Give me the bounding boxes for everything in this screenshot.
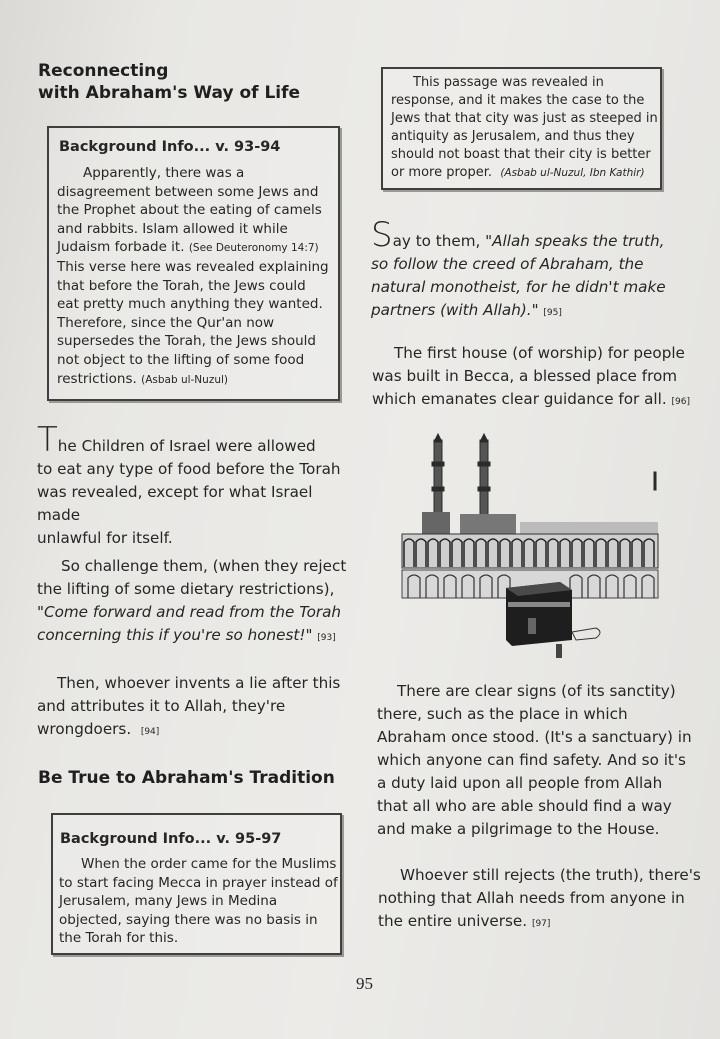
text-line: that before the Torah, the Jews could xyxy=(57,277,306,294)
text-span: he Children of Israel were allowed xyxy=(57,437,316,455)
text-line: to start facing Mecca in prayer instead of xyxy=(59,874,338,891)
kaaba-mosque-illustration xyxy=(400,432,662,664)
verse-paragraph-wrongdoers xyxy=(37,672,362,744)
text-line xyxy=(57,370,329,390)
text-line: Therefore, since the Qur'an now xyxy=(57,314,275,331)
text-line: and rabbits. Islam allowed it while xyxy=(57,220,288,237)
box-title: Background Info... v. 95-97 xyxy=(60,831,282,847)
verse-paragraph-clear-signs xyxy=(377,680,692,841)
text-span: concerning this if you're so honest!" xyxy=(37,626,313,644)
text-line: was revealed, except for what Israel made xyxy=(37,483,313,524)
text-line: unlawful for itself. xyxy=(37,529,173,547)
text-line: supersedes the Torah, the Jews should xyxy=(57,333,316,350)
background-info-box-continued xyxy=(381,67,662,190)
text-line: Whoever still rejects (the truth), there's xyxy=(400,866,701,884)
text-line xyxy=(391,164,658,182)
text-line xyxy=(37,624,362,650)
text-line: antiquity as Jerusalem, and thus they xyxy=(391,129,635,144)
drop-cap: T xyxy=(37,420,58,460)
text-line xyxy=(37,718,362,744)
text-line: Jerusalem, many Jews in Medina xyxy=(59,893,278,910)
section-heading-abrahams-tradition: Be True to Abraham's Tradition xyxy=(38,768,335,788)
text-line: When the order came for the Muslims xyxy=(81,856,337,872)
box-body xyxy=(57,164,329,389)
verse-number: [97] xyxy=(531,919,551,929)
text-line: response, and it makes the case to the xyxy=(391,93,645,108)
text-line: "Come forward and read from the Torah xyxy=(37,603,342,621)
section-heading-reconnecting xyxy=(38,60,300,104)
text-line: nothing that Allah needs from anyone in xyxy=(378,889,685,907)
text-line: was built in Becca, a blessed place from xyxy=(372,367,678,385)
text-line: Abraham once stood. (It's a sanctuary) in xyxy=(377,728,692,746)
verse-paragraph-challenge xyxy=(37,555,362,650)
box-body xyxy=(391,74,658,182)
text-line: to eat any type of food before the Torah xyxy=(37,460,341,478)
text-line: There are clear signs (of its sanctity) xyxy=(397,682,676,700)
text-line: the lifting of some dietary restrictions), xyxy=(37,580,335,598)
background-info-box-95-97 xyxy=(51,813,342,955)
text-line xyxy=(37,420,357,460)
text-line: there, such as the place in which xyxy=(377,705,628,723)
text-line: should not boast that their city is better xyxy=(391,147,651,162)
citation: (See Deuteronomy 14:7) xyxy=(188,242,319,255)
text-line: the Torah for this. xyxy=(59,930,179,947)
verse-paragraph-whoever-rejects xyxy=(378,864,701,936)
verse-number: [96] xyxy=(671,397,690,407)
text-line xyxy=(371,299,681,325)
verse-number: [93] xyxy=(317,633,336,643)
box-title: Background Info... v. 93-94 xyxy=(59,139,281,155)
background-info-box-93-94 xyxy=(47,126,340,401)
heading-line: Reconnecting xyxy=(38,61,169,81)
text-line: Jews that that city was just as steeped in xyxy=(391,111,658,126)
text-span: or more proper. xyxy=(391,165,493,180)
verse-number: [95] xyxy=(543,308,562,318)
verse-paragraph-first-house xyxy=(372,342,690,414)
text-line: This verse here was revealed explaining xyxy=(57,258,329,275)
text-span: which emanates clear guidance for all. xyxy=(372,390,667,408)
text-span: ay to them, " xyxy=(392,232,493,250)
text-line xyxy=(372,388,690,414)
text-span: partners (with Allah)." xyxy=(371,301,539,319)
text-line: This passage was revealed in xyxy=(413,75,604,90)
text-span: Allah speaks the truth, xyxy=(492,232,665,250)
verse-number: [94] xyxy=(140,727,160,737)
verse-paragraph-children-of-israel xyxy=(37,420,357,550)
text-line: and make a pilgrimage to the House. xyxy=(377,820,660,838)
text-line: not object to the lifting of some food xyxy=(57,351,305,368)
text-line: so follow the creed of Abraham, the xyxy=(371,255,644,273)
text-span: Judaism forbade it. xyxy=(57,239,185,256)
text-line xyxy=(57,238,329,258)
text-line xyxy=(371,215,681,255)
text-line: which anyone can find safety. And so it's xyxy=(377,751,686,769)
verse-paragraph-say-to-them xyxy=(371,215,681,325)
text-line: that all who are able should find a way xyxy=(377,797,672,815)
text-line: So challenge them, (when they reject xyxy=(61,557,347,575)
text-span: wrongdoers. xyxy=(37,720,132,738)
text-line: disagreement between some Jews and xyxy=(57,183,319,200)
citation: (Asbab ul-Nuzul, Ibn Kathir) xyxy=(500,167,645,179)
text-line: the Prophet about the eating of camels xyxy=(57,202,322,219)
heading-line: with Abraham's Way of Life xyxy=(38,83,301,103)
text-line: natural monotheist, for he didn't make xyxy=(371,278,666,296)
box-body xyxy=(59,855,338,948)
text-line: a duty laid upon all people from Allah xyxy=(377,774,663,792)
text-line: Then, whoever invents a lie after this xyxy=(57,674,341,692)
citation: (Asbab ul-Nuzul) xyxy=(141,373,228,386)
text-line xyxy=(378,910,693,936)
text-line: eat pretty much anything they wanted. xyxy=(57,296,323,313)
text-span: the entire universe. xyxy=(378,912,528,930)
text-span: restrictions. xyxy=(57,370,137,387)
drop-cap: S xyxy=(371,215,393,255)
text-line: objected, saying there was no basis in xyxy=(59,911,318,928)
page-number: 95 xyxy=(356,974,373,993)
text-line: The first house (of worship) for people xyxy=(394,344,685,362)
text-line: and attributes it to Allah, they're xyxy=(37,697,286,715)
text-line: Apparently, there was a xyxy=(83,165,245,181)
